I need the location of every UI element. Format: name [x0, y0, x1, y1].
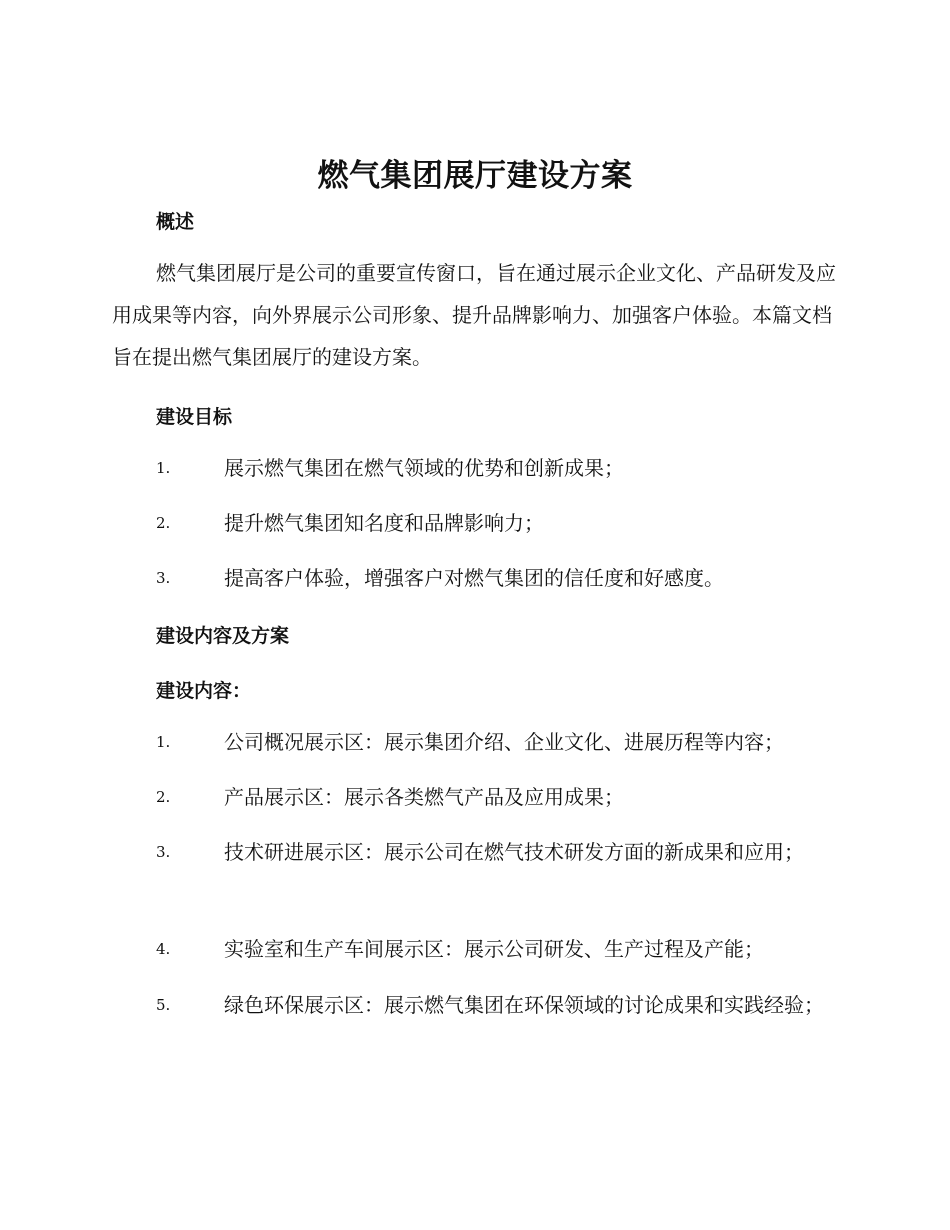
list-item: [112, 776, 838, 818]
list-number: 5.: [156, 996, 171, 1014]
list-text: 提升燃气集团知名度和品牌影响力；: [224, 511, 544, 535]
subheading-content: 建设内容：: [156, 680, 252, 702]
list-number: 3.: [156, 569, 171, 587]
list-number: 4.: [156, 940, 171, 958]
document-title: 燃气集团展厅建设方案: [317, 158, 633, 194]
section-heading-overview: 概述: [156, 211, 195, 233]
list-text: 实验室和生产车间展示区：展示公司研发、生产过程及产能；: [224, 937, 764, 961]
list-text: 技术研进展示区：展示公司在燃气技术研发方面的新成果和应用；: [224, 840, 804, 864]
list-number: 3.: [156, 843, 171, 861]
list-number: 1.: [156, 459, 171, 477]
list-number: 2.: [156, 788, 171, 806]
list-text: 提高客户体验，增强客户对燃气集团的信任度和好感度。: [224, 566, 724, 590]
list-item: [112, 928, 838, 970]
list-text: 绿色环保展示区：展示燃气集团在环保领域的讨论成果和实践经验；: [224, 993, 824, 1017]
list-item: [112, 502, 838, 544]
list-item: [112, 831, 838, 873]
overview-paragraph: 燃气集团展厅是公司的重要宣传窗口，旨在通过展示企业文化、产品研发及应用成果等内容，向外界展示公司形象、提升品牌影响力、加强客户体验。本篇文档旨在提出燃气集团展厅的建设方案。: [112, 261, 836, 369]
list-item: [112, 557, 838, 599]
list-text: 展示燃气集团在燃气领域的优势和创新成果；: [224, 456, 624, 480]
list-item: [112, 721, 838, 763]
list-text: 产品展示区：展示各类燃气产品及应用成果；: [224, 785, 624, 809]
list-text: 公司概况展示区：展示集团介绍、企业文化、进展历程等内容；: [224, 730, 784, 754]
list-item: [112, 447, 838, 489]
section-heading-content-plan: 建设内容及方案: [156, 625, 290, 647]
list-number: 1.: [156, 733, 171, 751]
list-item: [112, 984, 838, 1026]
section-heading-goals: 建设目标: [156, 406, 233, 428]
list-number: 2.: [156, 514, 171, 532]
